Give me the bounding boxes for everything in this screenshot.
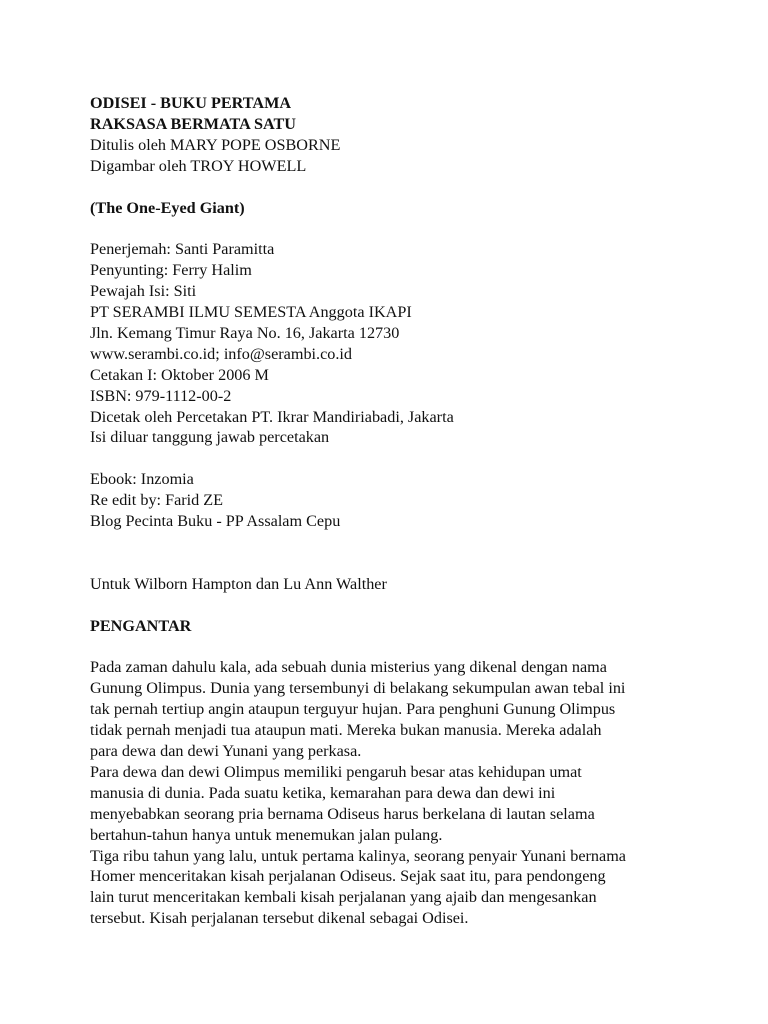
credit-address: Jln. Kemang Timur Raya No. 16, Jakarta 12730 bbox=[90, 323, 400, 342]
intro-line: Pada zaman dahulu kala, ada sebuah dunia misterius yang dikenal dengan nama bbox=[90, 658, 607, 677]
spacer bbox=[90, 636, 740, 657]
credit-translator: Penerjemah: Santi Paramitta bbox=[90, 240, 275, 259]
intro-line: bertahun-tahun hanya untuk menemukan jalan pulang. bbox=[90, 825, 443, 844]
series-title: ODISEI - BUKU PERTAMA bbox=[90, 94, 292, 112]
credit-publisher: PT SERAMBI ILMU SEMESTA Anggota IKAPI bbox=[90, 303, 412, 322]
intro-line: Tiga ribu tahun yang lalu, untuk pertama kalinya, seorang penyair Yunani bernama bbox=[90, 846, 626, 865]
ebook-line: Ebook: Inzomia bbox=[90, 470, 194, 489]
reedit-line: Re edit by: Farid ZE bbox=[90, 491, 224, 510]
intro-line: menyebabkan seorang pria bernama Odiseus harus berkelana di lautan selama bbox=[90, 804, 595, 823]
book-title: RAKSASA BERMATA SATU bbox=[90, 114, 296, 133]
spacer bbox=[90, 553, 740, 574]
intro-heading: PENGANTAR bbox=[90, 616, 192, 635]
spacer bbox=[90, 532, 740, 553]
intro-line: para dewa dan dewi Yunani yang perkasa. bbox=[90, 741, 362, 760]
original-title: (The One-Eyed Giant) bbox=[90, 198, 245, 217]
credit-disclaimer: Isi diluar tanggung jawab percetakan bbox=[90, 428, 330, 447]
intro-line: Homer menceritakan kisah perjalanan Odiseus. Sejak saat itu, para pendongeng bbox=[90, 867, 606, 886]
document-page bbox=[90, 93, 740, 929]
intro-line: tak pernah tertiup angin ataupun terguyur hujan. Para penghuni Gunung Olimpus bbox=[90, 700, 616, 719]
spacer bbox=[90, 595, 740, 616]
credit-print-date: Cetakan I: Oktober 2006 M bbox=[90, 365, 269, 384]
credit-editor: Penyunting: Ferry Halim bbox=[90, 261, 252, 280]
spacer bbox=[90, 448, 740, 469]
author-line: Ditulis oleh MARY POPE OSBORNE bbox=[90, 135, 341, 154]
credit-printer: Dicetak oleh Percetakan PT. Ikrar Mandiriabadi, Jakarta bbox=[90, 407, 454, 426]
blog-line: Blog Pecinta Buku - PP Assalam Cepu bbox=[90, 512, 341, 531]
illustrator-line: Digambar oleh TROY HOWELL bbox=[90, 156, 307, 175]
intro-line: lain turut menceritakan kembali kisah perjalanan yang ajaib dan mengesankan bbox=[90, 888, 597, 907]
intro-line: Gunung Olimpus. Dunia yang tersembunyi di belakang sekumpulan awan tebal ini bbox=[90, 679, 626, 698]
intro-line: tersebut. Kisah perjalanan tersebut dikenal sebagai Odisei. bbox=[90, 909, 469, 928]
credit-web-email: www.serambi.co.id; info@serambi.co.id bbox=[90, 344, 353, 363]
dedication: Untuk Wilborn Hampton dan Lu Ann Walther bbox=[90, 574, 387, 593]
credit-layout: Pewajah Isi: Siti bbox=[90, 282, 197, 301]
spacer bbox=[90, 177, 740, 198]
credit-isbn: ISBN: 979-1112-00-2 bbox=[90, 386, 232, 405]
intro-line: tidak pernah menjadi tua ataupun mati. Mereka bukan manusia. Mereka adalah bbox=[90, 721, 602, 740]
intro-line: manusia di dunia. Pada suatu ketika, kemarahan para dewa dan dewi ini bbox=[90, 783, 556, 802]
spacer bbox=[90, 218, 740, 239]
intro-line: Para dewa dan dewi Olimpus memiliki pengaruh besar atas kehidupan umat bbox=[90, 762, 582, 781]
